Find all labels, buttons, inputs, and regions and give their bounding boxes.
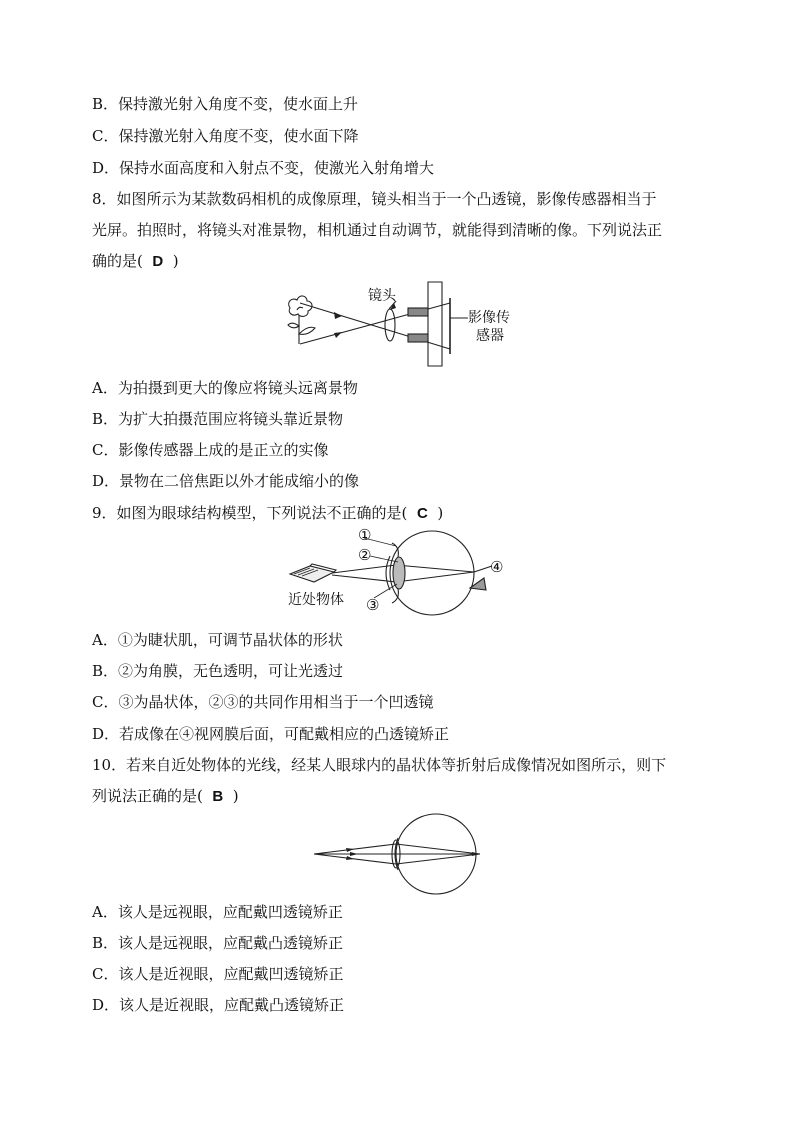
q10-option-a: A．该人是远视眼，应配戴凹透镜矫正 <box>92 903 343 921</box>
label-3: ③ <box>366 596 380 614</box>
q8-option-b: B．为扩大拍摄范围应将镜头靠近景物 <box>92 410 344 428</box>
q10-stem-prefix: 列说法正确的是( <box>92 787 203 805</box>
q8-option-c: C．影像传感器上成的是正立的实像 <box>92 441 329 459</box>
camera-optics-diagram <box>270 278 530 374</box>
q8-stem-prefix: 确的是( <box>92 252 143 270</box>
label-4: ④ <box>490 558 504 576</box>
sensor-label-line-1: 影像传 <box>468 310 510 326</box>
q9-stem <box>92 503 443 524</box>
q9-stem-prefix: 9．如图为眼球结构模型，下列说法不正确的是( <box>92 504 408 522</box>
q7-option-d: D．保持水面高度和入射点不变，使激光入射角增大 <box>92 159 435 177</box>
q10-option-c: C．该人是近视眼，应配戴凹透镜矫正 <box>92 965 344 983</box>
q10-stem-suffix: ) <box>232 787 239 805</box>
q10-option-d: D．该人是近视眼，应配戴凸透镜矫正 <box>92 996 345 1014</box>
q10-stem-line-2 <box>92 786 239 807</box>
q8-option-a: A．为拍摄到更大的像应将镜头远离景物 <box>92 379 358 397</box>
object-label: 近处物体 <box>288 592 344 608</box>
q8-stem-suffix: ) <box>172 252 179 270</box>
q7-option-c: C．保持激光射入角度不变，使水面下降 <box>92 127 359 145</box>
q9-answer: C <box>416 505 428 522</box>
q8-stem-line-3 <box>92 251 179 272</box>
q9-option-d: D．若成像在④视网膜后面，可配戴相应的凸透镜矫正 <box>92 725 450 743</box>
q9-stem-suffix: ) <box>437 504 444 522</box>
lens-label: 镜头 <box>368 288 396 304</box>
q8-stem-line-2: 光屏。拍照时，将镜头对准景物，相机通过自动调节，就能得到清晰的像。下列说法正 <box>92 221 663 239</box>
q8-stem-line-1: 8．如图所示为某款数码相机的成像原理，镜头相当于一个凸透镜，影像传感器相当于 <box>92 190 657 208</box>
q9-option-b: B．②为角膜，无色透明，可让光透过 <box>92 662 344 680</box>
q7-option-b: B．保持激光射入角度不变，使水面上升 <box>92 95 359 113</box>
eye-refraction-diagram <box>310 814 490 898</box>
q9-option-c: C．③为晶状体，②③的共同作用相当于一个凹透镜 <box>92 693 434 711</box>
q9-option-a: A．①为睫状肌，可调节晶状体的形状 <box>92 631 343 649</box>
eye-structure-diagram <box>284 528 524 620</box>
q8-option-d: D．景物在二倍焦距以外才能成缩小的像 <box>92 472 360 490</box>
label-2: ② <box>358 546 372 564</box>
label-1: ① <box>358 526 372 544</box>
sensor-label-line-2: 感器 <box>476 328 504 344</box>
q10-option-b: B．该人是远视眼，应配戴凸透镜矫正 <box>92 934 344 952</box>
q10-answer: B <box>212 788 224 805</box>
q10-stem-line-1: 10．若来自近处物体的光线，经某人眼球内的晶状体等折射后成像情况如图所示，则下 <box>92 756 667 774</box>
q8-answer: D <box>152 253 164 270</box>
